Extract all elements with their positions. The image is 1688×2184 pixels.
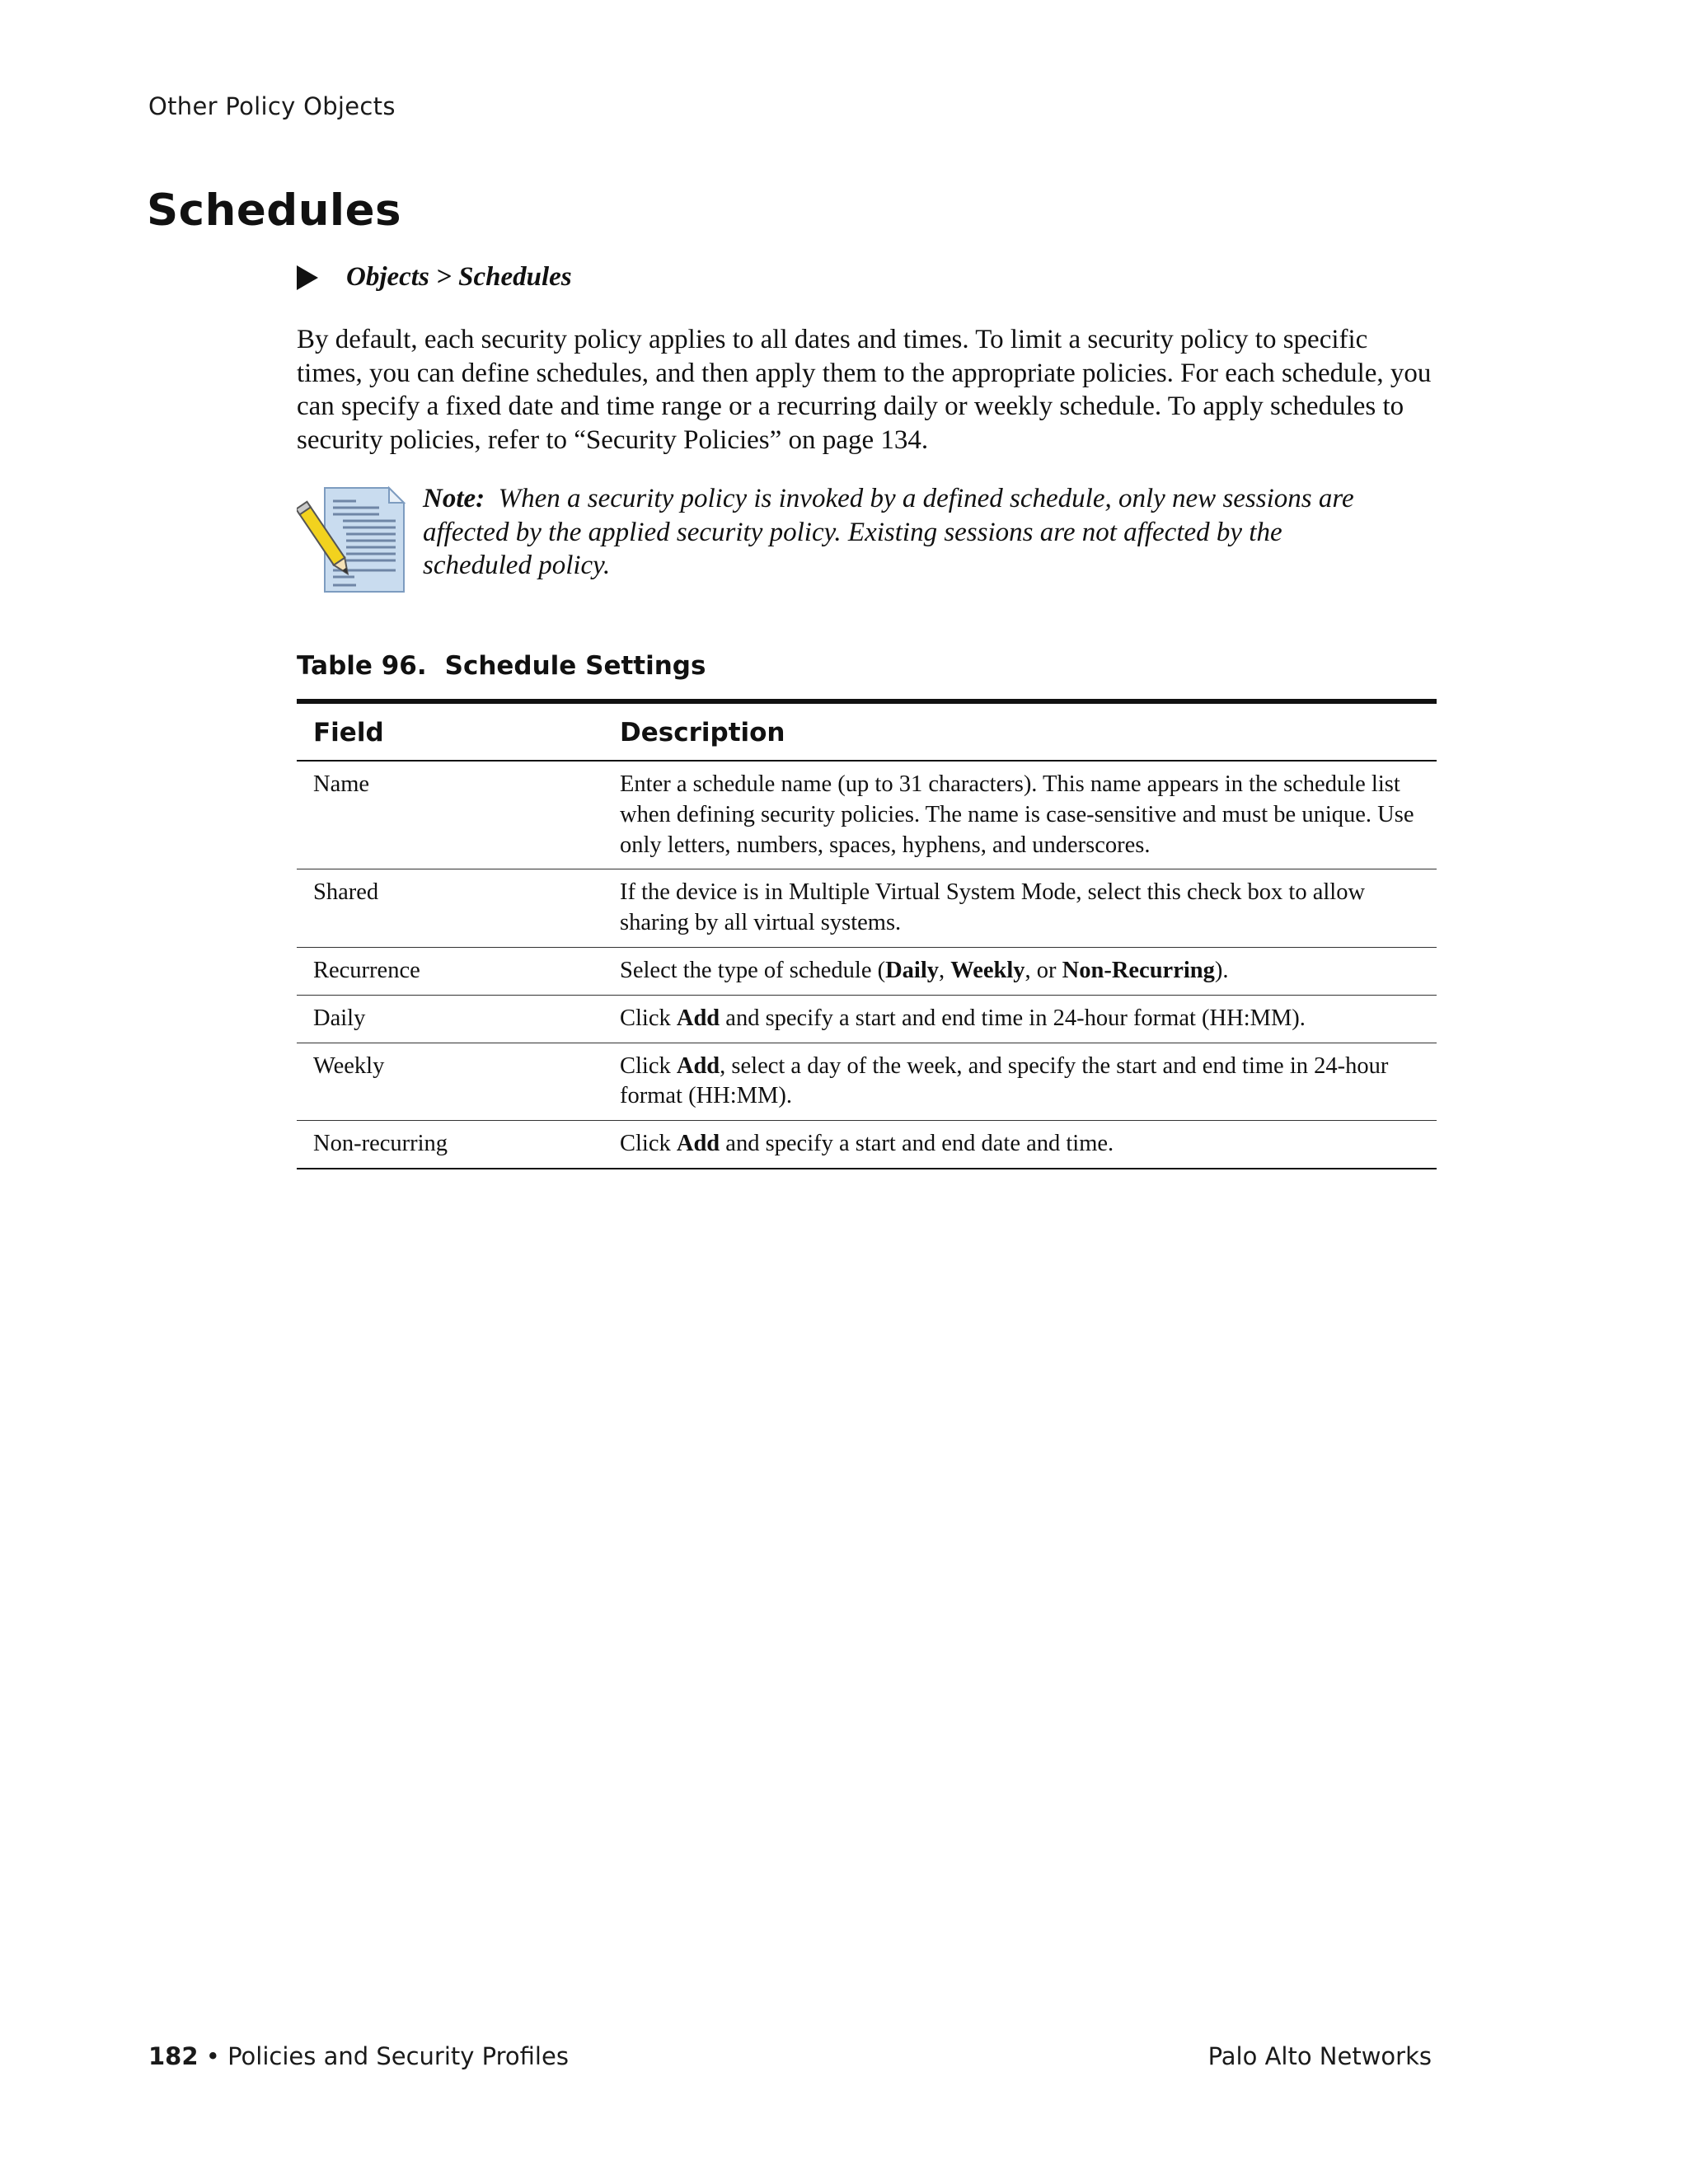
footer-section: Policies and Security Profiles <box>227 2042 569 2070</box>
description-text: Select the type of schedule ( <box>620 957 886 983</box>
description-emphasis: Add <box>676 1131 720 1157</box>
description-cell <box>603 1043 1437 1121</box>
note-label: Note: <box>423 484 485 513</box>
table-row <box>297 1043 1437 1121</box>
description-emphasis: Weekly <box>950 957 1025 983</box>
table-row <box>297 947 1437 995</box>
note-box <box>423 482 1395 583</box>
page-title: Schedules <box>147 185 402 236</box>
table-row <box>297 1121 1437 1169</box>
field-cell: Non-recurring <box>297 1121 603 1169</box>
footer-company: Palo Alto Networks <box>1207 2042 1432 2070</box>
intro-paragraph: By default, each security policy applies to all dates and times. To limit a security policy to specific times, you can define schedules, and then apply them to the appropriate policies. For each schedule, you can specify a fixed date and time range or a recurring daily or weekly schedule. To apply schedules to security policies, refer to “Security Policies” on page 134. <box>297 325 1432 455</box>
description-cell <box>603 1121 1437 1169</box>
description-text: , or <box>1025 957 1062 983</box>
description-text: Click <box>620 1131 677 1157</box>
field-cell: Name <box>297 761 603 869</box>
table-row <box>297 761 1437 869</box>
column-header-field: Field <box>297 701 603 761</box>
column-header-description: Description <box>603 701 1437 761</box>
field-cell: Weekly <box>297 1043 603 1121</box>
footer-left <box>148 2042 569 2070</box>
table-header-row <box>297 701 1437 761</box>
footer-separator: • <box>198 2042 228 2070</box>
field-cell: Shared <box>297 869 603 948</box>
table-caption-number: Table 96. <box>297 651 427 681</box>
note-document-pencil-icon <box>297 485 409 597</box>
page-number: 182 <box>148 2042 199 2070</box>
description-text: Enter a schedule name (up to 31 characters). This name appears in the schedule list when defining security policies. The name is case-sensitive and must be unique. Use only letters, numbers, spaces, hyphens, and underscores. <box>620 771 1414 858</box>
note-text: When a security policy is invoked by a defined schedule, only new sessions are affected by the applied security policy. Existing sessions are not affected by the scheduled policy. <box>423 484 1354 580</box>
description-cell <box>603 995 1437 1043</box>
description-cell <box>603 761 1437 869</box>
table-caption <box>297 651 706 681</box>
schedule-settings-table <box>297 699 1437 1169</box>
table-caption-title: Schedule Settings <box>444 651 706 681</box>
description-text: If the device is in Multiple Virtual System Mode, select this check box to allow sharing by all virtual systems. <box>620 879 1366 936</box>
triangle-right-icon <box>297 265 318 290</box>
description-emphasis: Daily <box>885 957 940 983</box>
description-emphasis: Add <box>676 1005 720 1031</box>
description-text: Click <box>620 1005 677 1031</box>
field-cell: Daily <box>297 995 603 1043</box>
navigation-path-text: Objects > Schedules <box>346 262 572 292</box>
description-text: ). <box>1214 957 1229 983</box>
table-body <box>297 761 1437 1169</box>
description-cell <box>603 947 1437 995</box>
navigation-path <box>297 262 572 293</box>
description-emphasis: Add <box>676 1052 720 1079</box>
table-row <box>297 995 1437 1043</box>
running-header: Other Policy Objects <box>148 92 396 120</box>
description-emphasis: Non-Recurring <box>1062 957 1215 983</box>
field-cell: Recurrence <box>297 947 603 995</box>
description-text: Click <box>620 1052 677 1079</box>
table-row <box>297 869 1437 948</box>
description-cell <box>603 869 1437 948</box>
description-text: and specify a start and end time in 24-hour format (HH:MM). <box>720 1005 1306 1031</box>
description-text: , <box>939 957 951 983</box>
description-text: and specify a start and end date and time. <box>720 1131 1114 1157</box>
description-text: , select a day of the week, and specify the start and end time in 24-hour format (HH:MM). <box>620 1052 1389 1109</box>
